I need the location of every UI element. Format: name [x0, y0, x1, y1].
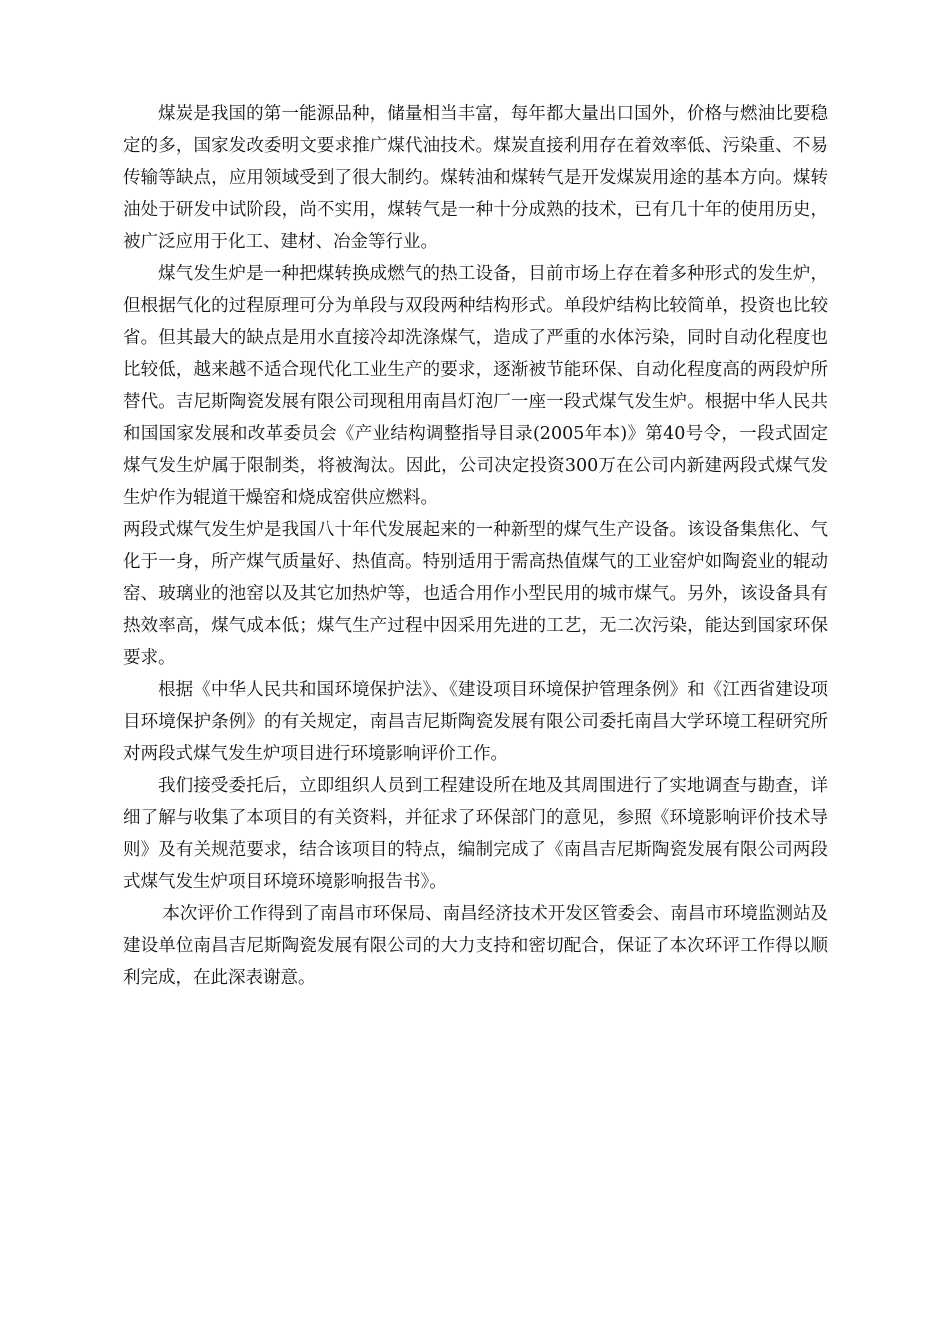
paragraph-two-stage-generator: 两段式煤气发生炉是我国八十年代发展起来的一种新型的煤气生产设备。该设备集焦化、气化于一身，所产煤气质量好、热值高。特别适用于需高热值煤气的工业窑炉如陶瓷业的辊动窑、玻璃业的池窑以及其它加热炉等，也适合用作小型民用的城市煤气。另外，该设备具有热效率高，煤气成本低；煤气生产过程中因采用先进的工艺，无二次污染，能达到国家环保要求。 [123, 520, 828, 668]
paragraph-acknowledgement: 本次评价工作得到了南昌市环保局、南昌经济技术开发区管委会、南昌市环境监测站及建设单位南昌吉尼斯陶瓷发展有限公司的大力支持和密切配合，保证了本次环评工作得以顺利完成，在此深表谢意。 [123, 904, 828, 988]
paragraph-legal-basis: 根据《中华人民共和国环境保护法》、《建设项目环境保护管理条例》和《江西省建设项目环境保护条例》的有关规定，南昌吉尼斯陶瓷发展有限公司委托南昌大学环境工程研究所对两段式煤气发生炉项目进行环境影响评价工作。 [123, 680, 828, 764]
document-body [123, 98, 828, 994]
paragraph-gas-generator: 煤气发生炉是一种把煤转换成燃气的热工设备，目前市场上存在着多种形式的发生炉，但根据气化的过程原理可分为单段与双段两种结构形式。单段炉结构比较简单，投资也比较省。但其最大的缺点是用水直接冷却洗涤煤气，造成了严重的水体污染，同时自动化程度也比较低，越来越不适合现代化工业生产的要求，逐渐被节能环保、自动化程度高的两段炉所替代。吉尼斯陶瓷发展有限公司现租用南昌灯泡厂一座一段式煤气发生炉。根据中华人民共和国国家发展和改革委员会《产业结构调整指导目录(2005年本)》第40号令，一段式固定煤气发生炉属于限制类，将被淘汰。因此，公司决定投资300万在公司内新建两段式煤气发生炉作为辊道干燥窑和烧成窑供应燃料。 [123, 264, 828, 508]
paragraph-coal-energy: 煤炭是我国的第一能源品种，储量相当丰富，每年都大量出口国外，价格与燃油比要稳定的多，国家发改委明文要求推广煤代油技术。煤炭直接利用存在着效率低、污染重、不易传输等缺点，应用领域受到了很大制约。煤转油和煤转气是开发煤炭用途的基本方向。煤转油处于研发中试阶段，尚不实用，煤转气是一种十分成熟的技术，已有几十年的使用历史，被广泛应用于化工、建材、冶金等行业。 [123, 104, 828, 252]
paragraph-commission-work: 我们接受委托后，立即组织人员到工程建设所在地及其周围进行了实地调查与勘查，详细了解与收集了本项目的有关资料，并征求了环保部门的意见，参照《环境影响评价技术导则》及有关规范要求，结合该项目的特点，编制完成了《南昌吉尼斯陶瓷发展有限公司两段式煤气发生炉项目环境环境影响报告书》。 [123, 776, 828, 892]
